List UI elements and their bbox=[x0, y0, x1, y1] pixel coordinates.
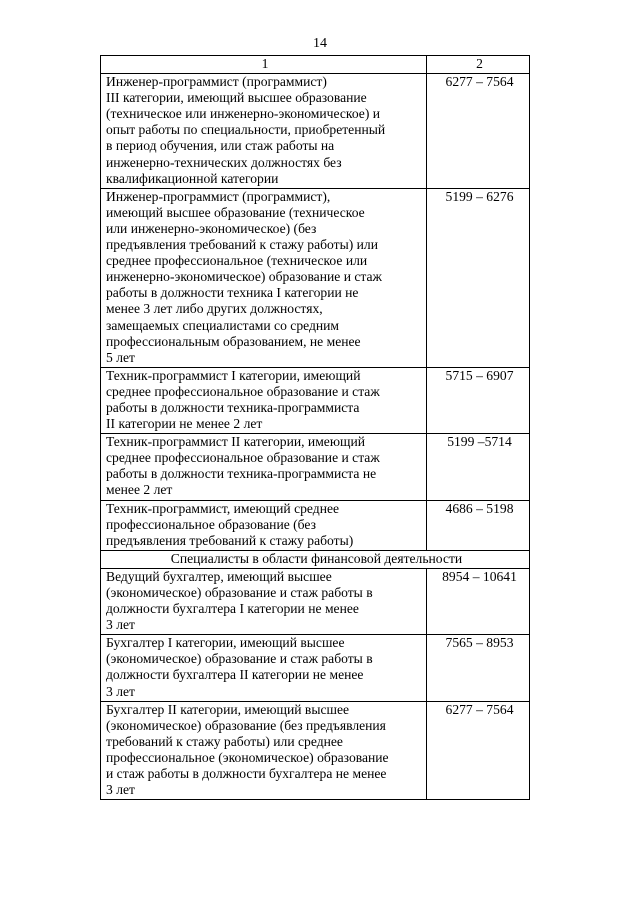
column-number-row bbox=[101, 56, 530, 74]
table-row bbox=[101, 367, 530, 433]
table-row bbox=[101, 188, 530, 367]
table-row bbox=[101, 74, 530, 189]
salary-range: 4686 – 5198 bbox=[427, 500, 530, 550]
salary-range: 7565 – 8953 bbox=[427, 635, 530, 701]
salary-table bbox=[100, 55, 530, 800]
table-row bbox=[101, 701, 530, 800]
page-number: 14 bbox=[313, 36, 327, 51]
salary-range: 5199 –5714 bbox=[427, 434, 530, 500]
salary-range: 6277 – 7564 bbox=[427, 74, 530, 189]
salary-range: 5199 – 6276 bbox=[427, 188, 530, 367]
table-row bbox=[101, 434, 530, 500]
position-description: Ведущий бухгалтер, имеющий высшее (экономическое) образование и стаж работы в должности бухгалтера I категории не менее 3 лет bbox=[101, 568, 427, 634]
salary-range: 6277 – 7564 bbox=[427, 701, 530, 800]
position-description: Инженер-программист (программист) III категории, имеющий высшее образование (техническое или инженерно-экономическое) и опыт работы по специальности, приобретенный в период обучения, или стаж работы на инженерно-технических должностях без квалификационной категории bbox=[101, 74, 427, 189]
position-description: Техник-программист I категории, имеющий среднее профессиональное образование и стаж работы в должности техника-программиста II категории не менее 2 лет bbox=[101, 367, 427, 433]
section-title: Специалисты в области финансовой деятельности bbox=[101, 550, 530, 568]
column-header-2: 2 bbox=[427, 56, 530, 74]
table-body bbox=[101, 74, 530, 800]
position-description: Техник-программист II категории, имеющий среднее профессиональное образование и стаж работы в должности техника-программиста не менее 2 лет bbox=[101, 434, 427, 500]
column-header-1: 1 bbox=[101, 56, 427, 74]
salary-range: 8954 – 10641 bbox=[427, 568, 530, 634]
salary-range: 5715 – 6907 bbox=[427, 367, 530, 433]
position-description: Бухгалтер I категории, имеющий высшее (экономическое) образование и стаж работы в должности бухгалтера II категории не менее 3 лет bbox=[101, 635, 427, 701]
table-row bbox=[101, 500, 530, 550]
position-description: Техник-программист, имеющий среднее профессиональное образование (без предъявления требований к стажу работы) bbox=[101, 500, 427, 550]
section-header-row bbox=[101, 550, 530, 568]
position-description: Инженер-программист (программист), имеющий высшее образование (техническое или инженерно-экономическое) (без предъявления требований к стажу работы) или среднее профессиональное (техническое или инженерно-экономическое) образование и стаж работы в должности техника I категории не менее 3 лет либо других должностях, замещаемых специалистами со средним профессиональным образованием, не менее 5 лет bbox=[101, 188, 427, 367]
table-row bbox=[101, 568, 530, 634]
table-row bbox=[101, 635, 530, 701]
position-description: Бухгалтер II категории, имеющий высшее (экономическое) образование (без предъявления требований к стажу работы) или среднее профессиональное (экономическое) образование и стаж работы в должности бухгалтера не менее 3 лет bbox=[101, 701, 427, 800]
